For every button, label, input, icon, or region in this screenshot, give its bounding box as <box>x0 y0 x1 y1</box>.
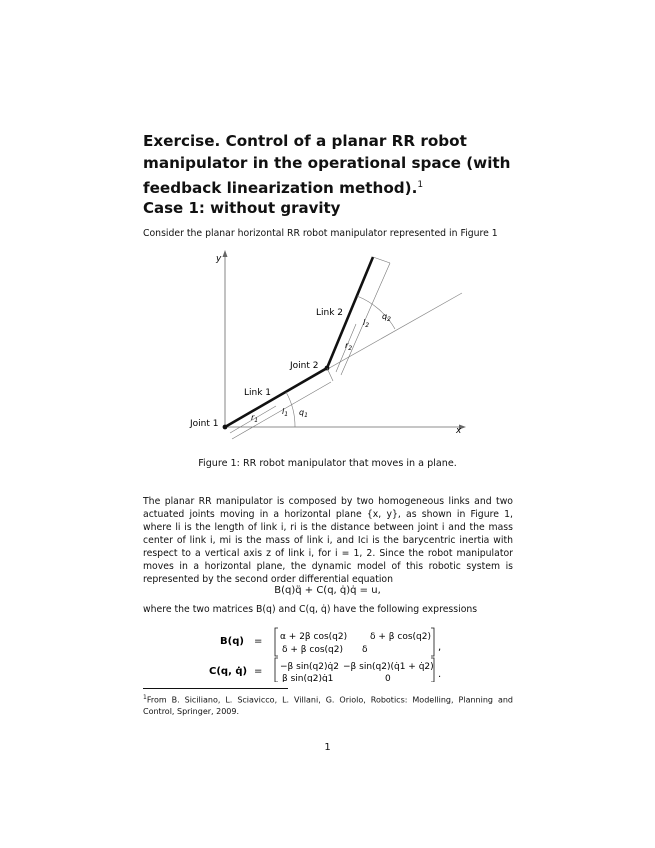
b-matrix-lhs: B(q) <box>220 636 244 647</box>
r2-label: $r_2$ <box>345 341 353 352</box>
intro-text: Consider the planar horizontal RR robot manipulator represented in Figure 1 <box>143 228 498 239</box>
robot-manipulator-figure <box>180 245 480 445</box>
b-r1c1: α + 2β cos(q2) <box>280 632 348 642</box>
c-r1c2: −β sin(q2)(q̇1 + q̇2) <box>343 662 434 672</box>
r1-label: $r_1$ <box>251 413 259 424</box>
b-equals: = <box>254 636 263 647</box>
c-r2c1: β sin(q2)q̇1 <box>282 674 334 682</box>
matrices-intro: where the two matrices B(q) and C(q, q̇) have the following expressions <box>143 604 478 615</box>
c-matrix-lhs: C(q, q̇) <box>209 666 248 677</box>
page-number: 1 <box>324 742 331 753</box>
b-r2c2: δ <box>362 645 368 655</box>
c-r1c1: −β sin(q2)q̇2 <box>280 662 339 672</box>
x-axis-label: x <box>456 426 462 436</box>
l1-label: $l_1$ <box>282 407 289 418</box>
l1-dim-end <box>327 368 333 381</box>
b-comma: , <box>438 642 442 653</box>
b-right-bracket <box>431 628 434 656</box>
exercise-title: Exercise. Control of a planar RR robot manipulator in the operational space (with feedback linearization method).$^1$ <box>143 132 511 198</box>
b-r2c1: δ + β cos(q2) <box>282 645 343 655</box>
section-heading: Case 1: without gravity <box>143 199 341 217</box>
b-left-bracket <box>275 628 278 656</box>
c-left-bracket <box>275 658 278 682</box>
c-r2c2: 0 <box>385 674 391 682</box>
matrix-expressions <box>0 620 655 682</box>
q1-arc <box>286 392 295 427</box>
link2-label: Link 2 <box>316 308 344 318</box>
y-axis-arrow <box>223 250 228 257</box>
q1-label: $q_1$ <box>299 408 308 419</box>
b-r1c2: δ + β cos(q2) <box>370 632 431 642</box>
l2-dim-end <box>373 257 390 263</box>
q2-label: $q_2$ <box>382 312 391 323</box>
footnote-text: From B. Siciliano, L. Sciavicco, L. Villani, G. Oriolo, Robotics: Modelling, Planning and Control, Springer, 2009. <box>143 695 513 716</box>
dynamic-equation: B(q)q̈ + C(q, q̇)q̇ = u, <box>274 585 381 596</box>
c-equals: = <box>254 666 263 677</box>
figure-caption: Figure 1: RR robot manipulator that moves in a plane. <box>198 458 457 469</box>
joint1-marker <box>223 425 228 430</box>
footnote <box>143 692 513 717</box>
l2-label: $l_2$ <box>363 318 370 329</box>
footnote-rule <box>143 688 288 689</box>
c-period: . <box>438 669 442 680</box>
joint2-label: Joint 2 <box>290 361 319 371</box>
link1 <box>225 368 327 427</box>
title-footnote-mark: 1 <box>417 180 424 190</box>
joint1-label: Joint 1 <box>190 419 219 429</box>
y-axis-label: y <box>216 254 222 264</box>
footnote-mark: 1 <box>143 694 147 701</box>
body-paragraph: The planar RR manipulator is composed by two homogeneous links and two actuated joints moving in a horizontal plane {x, y}, as shown in Figure 1, where li is the length of link i, ri is the distance between joint i and the mass center of link i, mi is the mass of link i, and Ici is the barycentric inertia with respect to a vertical axis z of link i, for i = 1, 2. Since the robot manipulator moves in a horizontal plane, the dynamic model of this robotic system is represented by the second order differential equation <box>143 496 513 585</box>
link1-label: Link 1 <box>244 388 272 398</box>
